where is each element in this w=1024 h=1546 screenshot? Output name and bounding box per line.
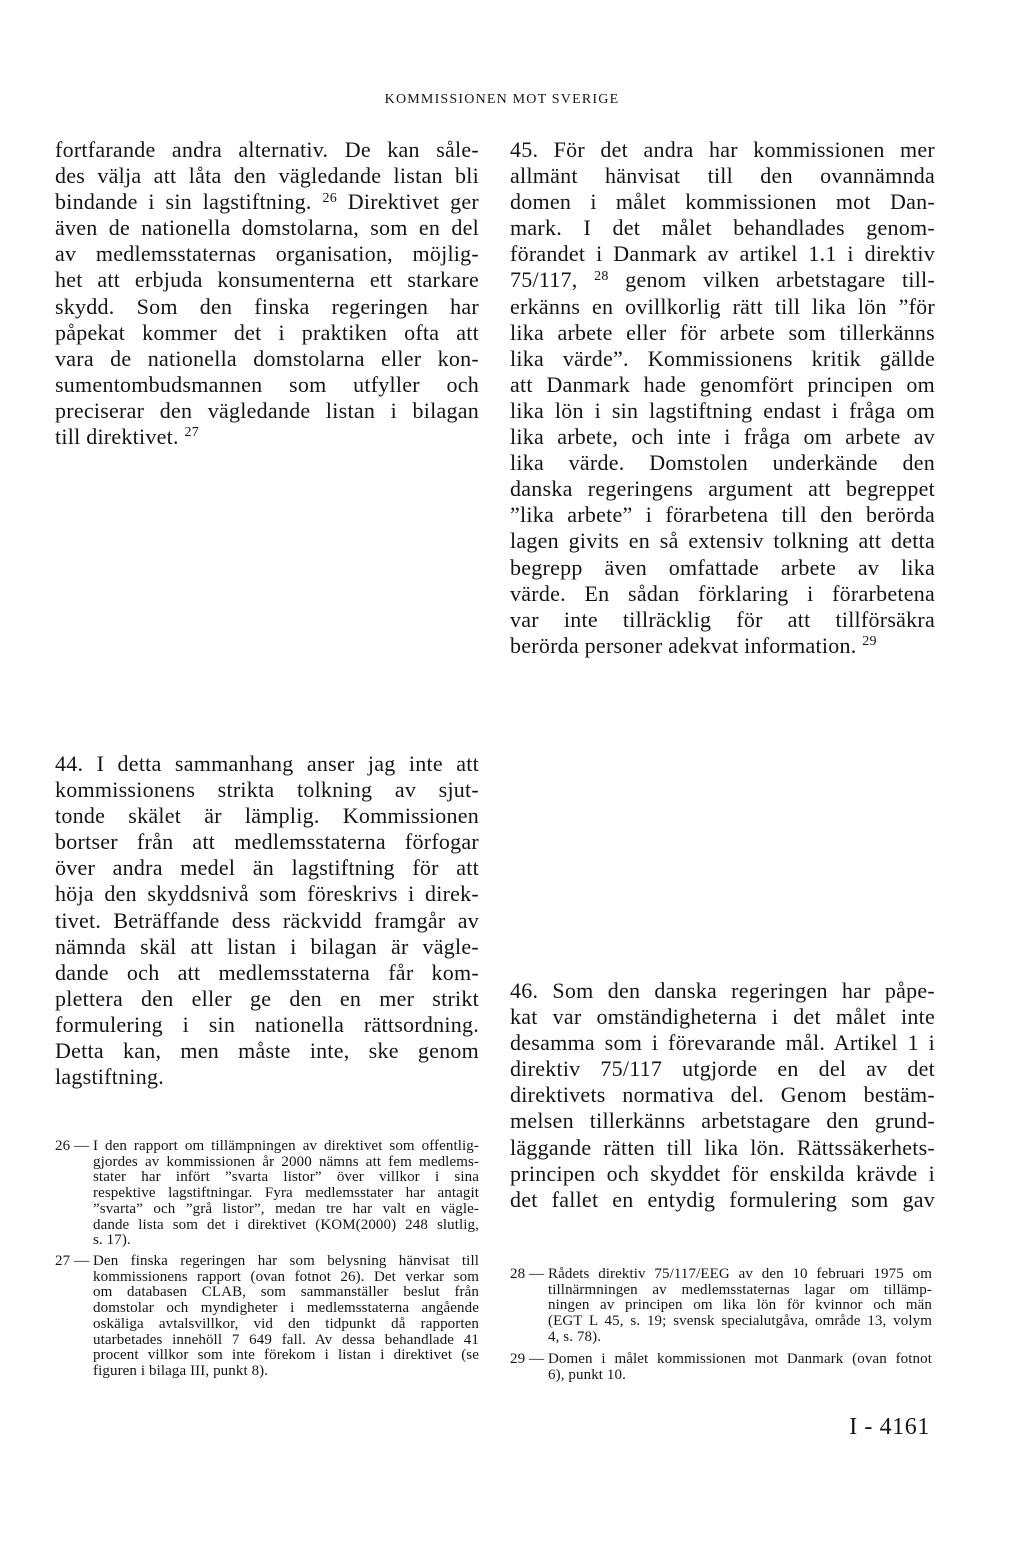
text-line: höja den skyddsnivå som föreskrivs i direk- [55, 881, 479, 907]
text-segment: 75/117, [510, 267, 595, 293]
text-line: fortfarande andra alternativ. De kan såle- [55, 137, 479, 162]
text-line: av medlemsstaternas organisation, möjlig- [55, 241, 479, 267]
text-line: dande och att medlemsstaterna får kom- [55, 959, 479, 985]
text-line: kommissionens rapport (ovan fotnot 26). Det verkar som [93, 1268, 479, 1285]
paragraph-45 [510, 137, 935, 659]
footnote-number: 26 — [55, 1138, 90, 1154]
running-header: KOMMISSIONEN MOT SVERIGE [384, 92, 620, 107]
text-line: det fallet en entydig formulering som gav [510, 1186, 935, 1212]
footnote-reference: 26 [322, 190, 337, 206]
text-line: lagen givits en så extensiv tolkning att detta [510, 528, 935, 554]
text-line: förandet i Danmark av artikel 1.1 i direktiv [510, 241, 935, 267]
footnote-number: 28 — [510, 1266, 545, 1282]
text-line: att Danmark hade genomfört principen om [510, 371, 935, 397]
footnote-text [93, 1139, 479, 1249]
text-segment: bindande i sin lagstiftning. [55, 189, 323, 215]
text-line: desamma som i förevarande mål. Artikel 1 i [510, 1030, 935, 1056]
text-line: respektive lagstiftningar. Fyra medlemsstater har antagit [93, 1185, 479, 1202]
footnote-text [548, 1267, 932, 1346]
text-line: om databasen CLAB, som sammanställer beslut från [93, 1284, 479, 1301]
footnote-number: 27 — [55, 1253, 90, 1269]
paragraph-46 [510, 978, 935, 1213]
text-line: utarbetades innehöll 7 649 fall. Av dessa behandlade 41 [93, 1331, 479, 1348]
text-line: het att erbjuda konsumenterna ett starkare [55, 267, 479, 293]
footnote-29 [510, 1352, 932, 1383]
text-line: var inte tillräcklig för att tillförsäkra [510, 606, 935, 632]
text-line: I den rapport om tillämpningen av direktivet som offentlig- [93, 1138, 479, 1154]
text-line: 4, s. 78). [548, 1328, 602, 1345]
text-line: tillnärmningen av medlemsstaternas lagar om tillämp- [548, 1281, 932, 1298]
text-line: danska regeringens argument att begreppet [510, 476, 935, 502]
footnote-text [548, 1352, 932, 1383]
text-line: oskäliga avtalsvillkor, vid den tidpunkt då rapporten [93, 1315, 479, 1332]
text-line: bortser från att medlemsstaterna förfogar [55, 829, 479, 855]
text-line: lika lön i sin lagstiftning endast i fråga om [510, 397, 935, 423]
footnote-text [93, 1254, 479, 1380]
text-line: begrepp även omfattade arbete av lika [510, 554, 935, 580]
footnote-reference: 29 [862, 634, 877, 650]
text-line: ”lika arbete” i förarbetena till den berörda [510, 502, 935, 528]
text-line: plettera den eller ge den en mer strikt [55, 985, 479, 1011]
text-line: 46. Som den danska regeringen har påpe- [510, 978, 935, 1003]
text-line: procent villkor som inte förekom i listan i direktivet (se [93, 1347, 479, 1364]
text-line: domen i målet kommissionen mot Dan- [510, 189, 935, 215]
text-line: figuren i bilaga III, punkt 8). [93, 1362, 269, 1379]
page-number: I - 4161 [849, 1414, 930, 1440]
text-line: Detta kan, men måste inte, ske genom [55, 1038, 479, 1064]
text-line: lika värde. Domstolen underkände den [510, 450, 935, 476]
text-line: principen och skyddet för enskilda krävde i [510, 1160, 935, 1186]
text-segment: genom vilken arbetstagare till- [608, 267, 935, 293]
text-line: domstolar och myndigheter i medlemsstaterna angående [93, 1300, 479, 1317]
text-line [510, 633, 935, 659]
text-line: stater har infört ”svarta listor” över villkor i sina [93, 1169, 479, 1186]
paragraph-44 [55, 751, 479, 1090]
footnote-reference: 28 [594, 268, 609, 284]
text-line: Domen i målet kommissionen mot Danmark (ovan fotnot [548, 1351, 932, 1367]
text-line: över andra medel än lagstiftning för att [55, 855, 479, 881]
text-segment: berörda personer adekvat information. [510, 632, 863, 658]
text-line: direktivets normativa del. Genom bestäm- [510, 1082, 935, 1108]
paragraph-continued [55, 137, 479, 450]
text-line: tonde skälet är lämplig. Kommissionen [55, 803, 479, 829]
text-segment: till direktivet. [55, 424, 185, 450]
text-line: även de nationella domstolarna, som en del [55, 215, 479, 241]
text-line: lika arbete, och inte i fråga om arbete av [510, 424, 935, 450]
text-line: lagstiftning. [55, 1064, 164, 1090]
text-line: sumentombudsmannen som utfyller och [55, 371, 479, 397]
text-line: des välja att låta den vägledande listan bli [55, 163, 479, 189]
text-line: läggande rätten till lika lön. Rättssäkerhets- [510, 1134, 935, 1160]
text-line: direktiv 75/117 utgjorde en del av det [510, 1056, 935, 1082]
text-line: kat var omständigheterna i det målet inte [510, 1004, 935, 1030]
text-line: skydd. Som den finska regeringen har [55, 293, 479, 319]
footnote-28 [510, 1267, 932, 1346]
text-line: gjordes av kommissionen år 2000 nämns att fem medlems- [93, 1153, 479, 1170]
footnote-26 [55, 1139, 479, 1249]
text-line: ningen av principen om lika lön för kvinnor och män [548, 1297, 932, 1314]
text-line: nämnda skäl att listan i bilagan är vägle- [55, 933, 479, 959]
text-segment: Direktivet ger [336, 189, 479, 215]
text-line: värde. En sådan förklaring i förarbetena [510, 580, 935, 606]
footnote-27 [55, 1254, 479, 1380]
text-line: vara de nationella domstolarna eller kon- [55, 345, 479, 371]
text-line: dande lista som det i direktivet (KOM(2000) 248 slutlig, [93, 1216, 479, 1233]
text-line [55, 189, 479, 215]
text-line: allmänt hänvisat till den ovannämnda [510, 163, 935, 189]
text-line: formulering i sin nationella rättsordning. [55, 1011, 479, 1037]
text-line: erkänns en ovillkorlig rätt till lika lön ”för [510, 293, 935, 319]
text-line: 6), punkt 10. [548, 1366, 626, 1383]
footnote-number: 29 — [510, 1351, 545, 1367]
text-line: Den finska regeringen har som belysning hänvisat till [93, 1253, 479, 1269]
text-line: tivet. Beträffande dess räckvidd framgår av [55, 907, 479, 933]
text-line [510, 267, 935, 293]
text-line: lika arbete eller för arbete som tillerkänns [510, 319, 935, 345]
footnote-reference: 27 [184, 425, 200, 441]
text-line: mark. I det målet behandlades genom- [510, 215, 935, 241]
text-line: påpekat kommer det i praktiken ofta att [55, 319, 479, 345]
text-line: lika värde”. Kommissionens kritik gällde [510, 345, 935, 371]
text-line: preciserar den vägledande listan i bilagan [55, 397, 479, 423]
text-line: 45. För det andra har kommissionen mer [510, 137, 935, 162]
text-line [55, 424, 479, 450]
text-line: melsen tillerkänns arbetstagare den grund- [510, 1108, 935, 1134]
text-line: 44. I detta sammanhang anser jag inte att [55, 751, 479, 776]
text-line: s. 17). [93, 1232, 131, 1249]
text-line: kommissionens strikta tolkning av sjut- [55, 777, 479, 803]
text-line: ”svarta” och ”grå listor”, medan tre har valt en vägle- [93, 1200, 479, 1217]
text-line: (EGT L 45, s. 19; svensk specialutgåva, område 13, volym [548, 1313, 932, 1330]
text-line: Rådets direktiv 75/117/EEG av den 10 februari 1975 om [548, 1266, 932, 1282]
